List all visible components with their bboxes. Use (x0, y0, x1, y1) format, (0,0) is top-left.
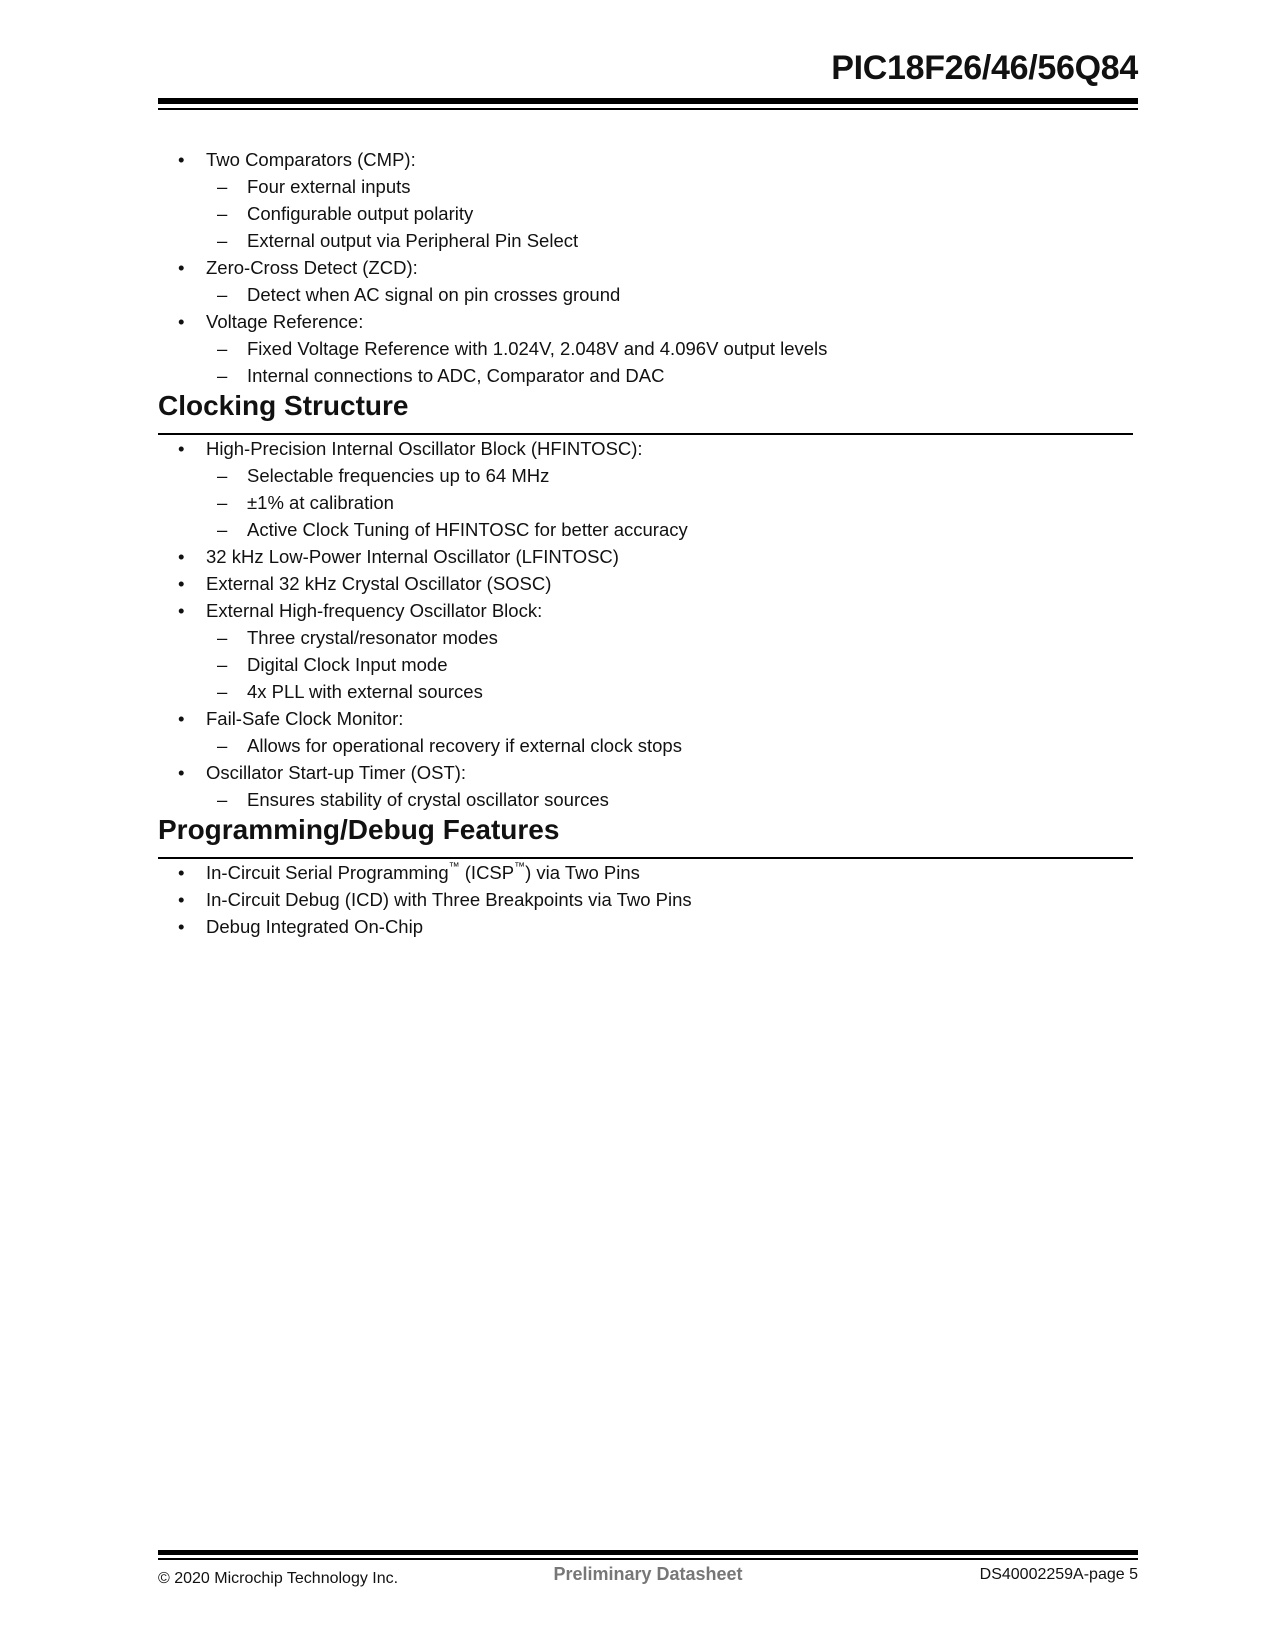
section-heading-clocking: Clocking Structure (158, 389, 1133, 435)
list-item: • External 32 kHz Crystal Oscillator (SOSC) (158, 570, 1133, 597)
list-item: • Two Comparators (CMP): – Four external inputs – Configurable output polarity – External output via Peripheral Pin Select (158, 146, 1133, 254)
list-item: • Voltage Reference: – Fixed Voltage Reference with 1.024V, 2.048V and 4.096V output levels – Internal connections to ADC, Comparator and DAC (158, 308, 1133, 389)
page-footer (158, 1550, 1138, 1594)
page-header (158, 48, 1138, 110)
sub-list-item: – ±1% at calibration (206, 489, 1133, 516)
sub-list-item: – Ensures stability of crystal oscillator sources (206, 786, 1133, 813)
sub-list (206, 462, 1133, 543)
sub-list-item: – Four external inputs (206, 173, 1133, 200)
footer-row (158, 1564, 1138, 1594)
sub-list-item: – External output via Peripheral Pin Select (206, 227, 1133, 254)
sub-list-item: – Selectable frequencies up to 64 MHz (206, 462, 1133, 489)
document-title: PIC18F26/46/56Q84 (831, 49, 1138, 87)
sub-list-item: – Configurable output polarity (206, 200, 1133, 227)
list-item: • External High-frequency Oscillator Block: – Three crystal/resonator modes – Digital Clock Input mode – 4x PLL with external sources (158, 597, 1133, 705)
sub-list-item: – 4x PLL with external sources (206, 678, 1133, 705)
sub-list (206, 335, 1133, 389)
header-rule-thin (158, 108, 1138, 110)
page-content (158, 146, 1133, 940)
sub-list-item: – Fixed Voltage Reference with 1.024V, 2.048V and 4.096V output levels (206, 335, 1133, 362)
list-item: • Zero-Cross Detect (ZCD): – Detect when AC signal on pin crosses ground (158, 254, 1133, 308)
trademark-symbol: ™ (448, 860, 460, 873)
sub-list-item: – Detect when AC signal on pin crosses ground (206, 281, 1133, 308)
sub-list (206, 281, 1133, 308)
list-item: • In-Circuit Serial Programming™ (ICSP™) via Two Pins (158, 859, 1133, 886)
section-heading-programming: Programming/Debug Features (158, 813, 1133, 859)
sub-list (206, 732, 1133, 759)
copyright-text: © 2020 Microchip Technology Inc. (158, 1570, 399, 1587)
programming-feature-list (158, 859, 1133, 940)
footer-rule-thin (158, 1558, 1138, 1560)
header-rule-thick (158, 98, 1138, 104)
document-status: Preliminary Datasheet (553, 1564, 743, 1584)
sub-list (206, 624, 1133, 705)
analog-feature-list (158, 146, 1133, 389)
page-number: DS40002259A-page 5 (979, 1566, 1138, 1583)
sub-list-item: – Allows for operational recovery if external clock stops (206, 732, 1133, 759)
list-item: • 32 kHz Low-Power Internal Oscillator (LFINTOSC) (158, 543, 1133, 570)
list-item: • High-Precision Internal Oscillator Block (HFINTOSC): – Selectable frequencies up to 64 MHz – ±1% at calibration – Active Clock Tuning of HFINTOSC for better accuracy (158, 435, 1133, 543)
sub-list-item: – Internal connections to ADC, Comparator and DAC (206, 362, 1133, 389)
sub-list-item: – Digital Clock Input mode (206, 651, 1133, 678)
list-item: • Debug Integrated On-Chip (158, 913, 1133, 940)
clocking-feature-list (158, 435, 1133, 813)
trademark-symbol: ™ (514, 860, 526, 873)
sub-list-item: – Three crystal/resonator modes (206, 624, 1133, 651)
footer-rule-thick (158, 1550, 1138, 1555)
sub-list (206, 173, 1133, 254)
list-item: • In-Circuit Debug (ICD) with Three Breakpoints via Two Pins (158, 886, 1133, 913)
list-item: • Oscillator Start-up Timer (OST): – Ensures stability of crystal oscillator sources (158, 759, 1133, 813)
sub-list-item: – Active Clock Tuning of HFINTOSC for better accuracy (206, 516, 1133, 543)
list-item: • Fail-Safe Clock Monitor: – Allows for operational recovery if external clock stops (158, 705, 1133, 759)
sub-list (206, 786, 1133, 813)
